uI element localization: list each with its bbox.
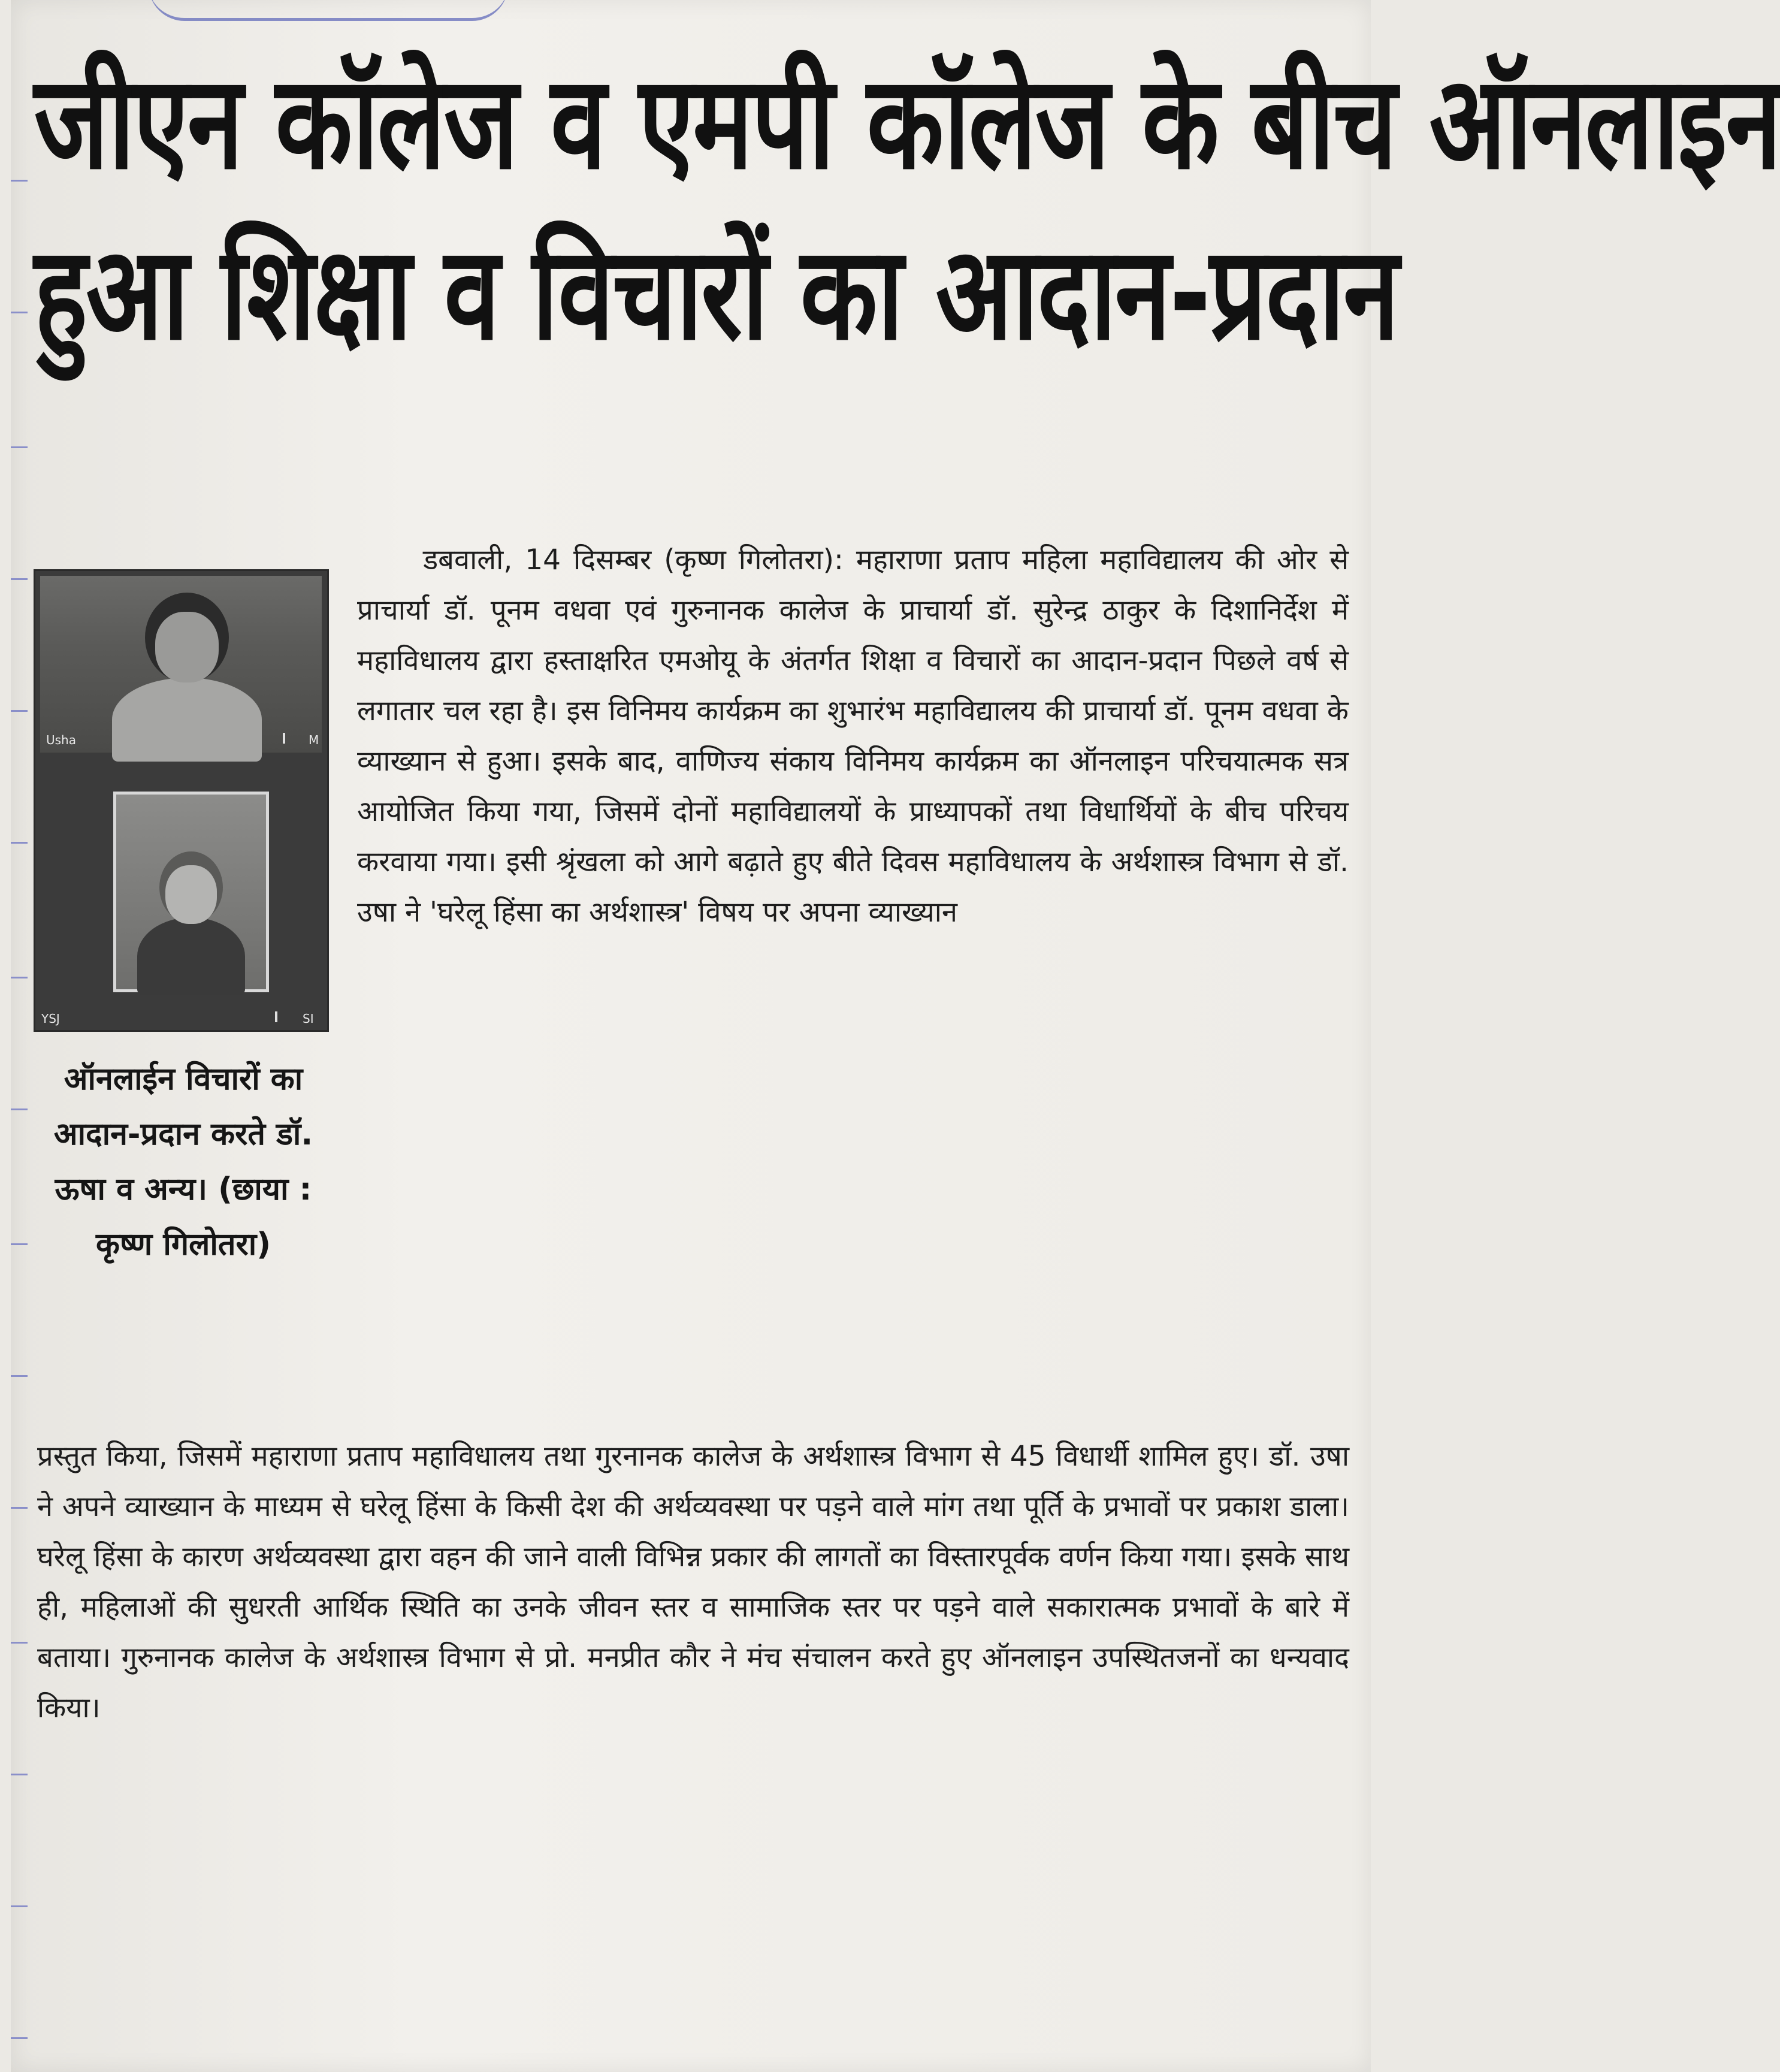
video-call-photo (34, 569, 329, 1032)
video-tile-usha (40, 576, 322, 753)
article-body-column: डबवाली, 14 दिसम्बर (कृष्ण गिलोतरा): महाराणा प्रताप महिला महाविद्यालय की ओर से प्राचार्या डॉ. पूनम वधवा एवं गुरुनानक कालेज के प्राचार्या डॉ. सुरेन्द्र ठाकुर के दिशानिर्देश में महाविधालय द्वारा हस्ताक्षरित एमओयू के अंतर्गत शिक्षा व विचारों का आदान-प्रदान पिछले वर्ष से लगातार चल रहा है। इस विनिमय कार्यक्रम का शुभारंभ महाविद्यालय की प्राचार्या डॉ. पूनम वधवा के व्याख्यान से हुआ। इसके बाद, वाणिज्य संकाय विनिमय कार्यक्रम का ऑनलाइन परिचयात्मक सत्र आयोजित किया गया, जिसमें दोनों महाविद्यालयों के प्राध्यापकों तथा विधार्थियों के बीच परिचय करवाया गया। इसी श्रृंखला को आगे बढ़ाते हुए बीते दिवस महाविधालय के अर्थशास्त्र विभाग से डॉ. उषा ने 'घरेलू हिंसा का अर्थशास्त्र' विषय पर अपना व्याख्यान (357, 543, 1349, 929)
participant-name-top: Usha (46, 733, 76, 747)
pen-mark (149, 0, 508, 21)
participant-corner-top: M (309, 733, 319, 747)
notebook-margin-lines (11, 0, 35, 2072)
headline-line-2: हुआ शिक्षा व विचारों का आदान-प्रदान (34, 218, 1398, 369)
article-body-full-width: प्रस्तुत किया, जिसमें महाराणा प्रताप महाविधालय तथा गुरनानक कालेज के अर्थशास्त्र विभाग से 45 विधार्थी शामिल हुए। डॉ. उषा ने अपने व्याख्यान के माध्यम से घरेलू हिंसा के किसी देश की अर्थव्यवस्था पर पड़ने वाले मांग तथा पूर्ति के प्रभावों पर प्रकाश डाला। घरेलू हिंसा के कारण अर्थव्यवस्था द्वारा वहन की जाने वाली विभिन्न प्रकार की लागतों का विस्तारपूर्वक वर्णन किया गया। इसके साथ ही, महिलाओं की सुधरती आर्थिक स्थिति का उनके जीवन स्तर व सामाजिक स्तर पर पड़ने वाले सकारात्मक प्रभावों के बारे में बताया। गुरुनानक कालेज के अर्थशास्त्र विभाग से प्रो. मनप्रीत कौर ने मंच संचालन करते हुए ऑनलाइन उपस्थितजनों का धन्यवाद किया। (37, 1440, 1349, 1724)
mic-icon (283, 733, 294, 744)
photo-caption: ऑनलाईन विचारों का आदान-प्रदान करते डॉ. ऊषा व अन्य। (छाया : कृष्ण गिलोतरा) (53, 1061, 313, 1262)
participant-corner-bottom: SI (303, 1011, 314, 1026)
headline-line-1: जीएन कॉलेज व एमपी कॉलेज के बीच ऑनलाइन (34, 47, 1780, 198)
video-tile-second (113, 792, 269, 992)
participant-name-bottom: YSJ (41, 1011, 60, 1026)
video-control-icon (275, 1011, 286, 1022)
headline (34, 42, 1780, 383)
